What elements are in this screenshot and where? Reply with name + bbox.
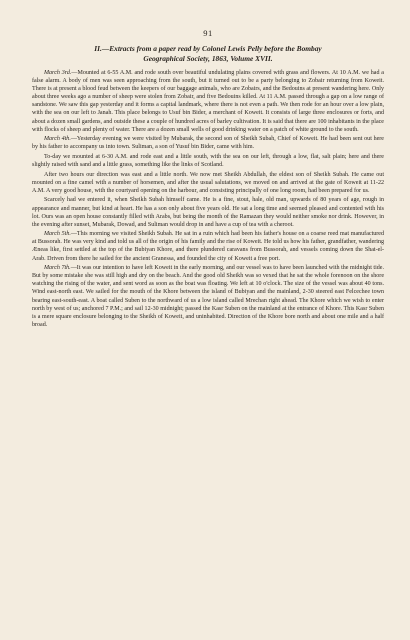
date-lead: March 5th.: [44, 231, 71, 238]
page-title: [32, 44, 384, 63]
title-line-2: Geographical Society, 1863, Volume XVII.: [143, 53, 273, 63]
date-lead: March 3rd.: [44, 70, 72, 76]
date-lead: March 7th.: [44, 265, 71, 272]
paragraph-text: —This morning we visited Sheikh Subah. He sat in a ruin which had been his father's house on a coarse reed mat manufactured at Bussorah. He was very kind and told us all of the origin of his family and the rise of Koweit. He told us how his father, grandfather, wandering Æneas like, first settled at the top of the Bubiyan Khore, and there plundered caravans from Bussorah, and vessels coming down the Shat-el-Arab. Driven from there he sailed for the ancient Granessa, and founded the city of Koweit a free port.: [32, 231, 384, 262]
paragraph-text: To-day we mounted at 6-30 A.M. and rode east and a little south, with the sea on our left, through a low, flat, salt plain; here and there slightly raised with sand and a little grass, something like the links of Scotland.: [32, 153, 384, 169]
paragraph-text: —Yesterday evening we were visited by Mubarak, the second son of Sheikh Subah, Chief of Koweit. He had been sent out here by his father to accompany us into town. Suliman, a son of Yusuf bin Bider, came with him.: [32, 136, 384, 151]
date-lead: March 4th.: [44, 136, 71, 143]
paragraph-sheikh-subah: [32, 196, 384, 228]
paragraph-text: After two hours our direction was east and a little north. We now met Sheikh Abdullah, the eldest son of Sheikh Subah. He came out mounted on a fine camel with a number of horsemen, and after the usual salutations, we moved on and arrived at the gate of Koweit at 11-22 A.M. A very good house, with the courtyard opening on the harbour, and consisting principally of one long room, had been prepared for us.: [32, 171, 384, 194]
paragraph-march-5: [32, 230, 384, 262]
page-number: 91: [203, 28, 213, 38]
paragraph-march-4: [32, 135, 384, 151]
document-page: [32, 28, 384, 628]
title-line-1: II.—Extracts from a paper read by Colonel Lewis Pelly before the Bombay: [94, 44, 322, 53]
paragraph-march-7: [32, 264, 384, 329]
paragraph-text: Scarcely had we entered it, when Sheikh Subah himself came. He is a fine, stout, hale, old man, upwards of 80 years of age, rough in appearance and manner, but kind at heart. He has a son only about five years old. He sat a long time and seemed pleased and contented with his lot. Ours was an open house constantly filled with Arabs, but being the month of the Ramazan they would neither smoke nor drink. However, in the evening after sunset, Mubarak, Dowad, and Suliman would drop in and have a cup of tea with a cheroot.: [32, 197, 384, 228]
paragraph-march-3: [32, 69, 384, 134]
paragraph-today-mounted: [32, 153, 384, 169]
paragraph-after-two-hours: [32, 171, 384, 195]
paragraph-text: —It was our intention to have left Koweit in the early morning, and our vessel was to have been launched with the midnight tide. But by some mistake she was still high and dry on the beach. And the good old Sheikh was so vexed that he sat the whole forenoon on the shore watching the rising of the water, and sent word as soon as the boat was floating. We left at 10 o'clock. The size of the vessel was about 40 tons. Wind east-north east. We sailed for the mouth of the Khore between the island of Bubiyan and the mainland, 2-30 steered east Felcechee town bearing east-south-east. A boat called Suben to the northward of us a low island called Mrechan right ahead. The Khore which we wish to enter north by west of us; anchored 7 P.M.; and sail 12-30 midnight; passed the Kasr Suben on the mainland at the entrance of Khore. This Kasr Suben is a mere square enclosure belonging to the Sheikh of Koweit, and uninhabited. Direction of the Khore bore north and about one mile and a half broad.: [32, 265, 384, 328]
paragraph-text: —Mounted at 6-55 A.M. and rode south over beautiful undulating plains covered with grass and flowers. At 10 A.M. we had a false alarm. A body of men was seen approaching from the south, but it turned out to be a party belonging to Zobair returning from Koweit. There is at present a blood feud between the keepers of our baggage animals, who are Zobairs, and the Bedouins at present wandering here. Only about three weeks ago a number of sheep were stolen from Zobair, and five Bedouins killed. At 11 A.M. passed through a gap on a low range of sandstone. We saw this gap yesterday and it forms a capital landmark, where there is not even a path. We then rode for an hour over a low plain, with the sea on our left to Janah. This place belongs to Usuf bin Bider, a merchant of Koweit. It consists of large three enclosures or forts, and about a dozen small gardens, and outside these a couple of hundred acres of barley cultivation. It is said that there are 100 inhabitants in the place with flocks of sheep and plenty of water. There are a dozen small wells of good drinking water on a patch of white ground to the south.: [32, 70, 384, 133]
